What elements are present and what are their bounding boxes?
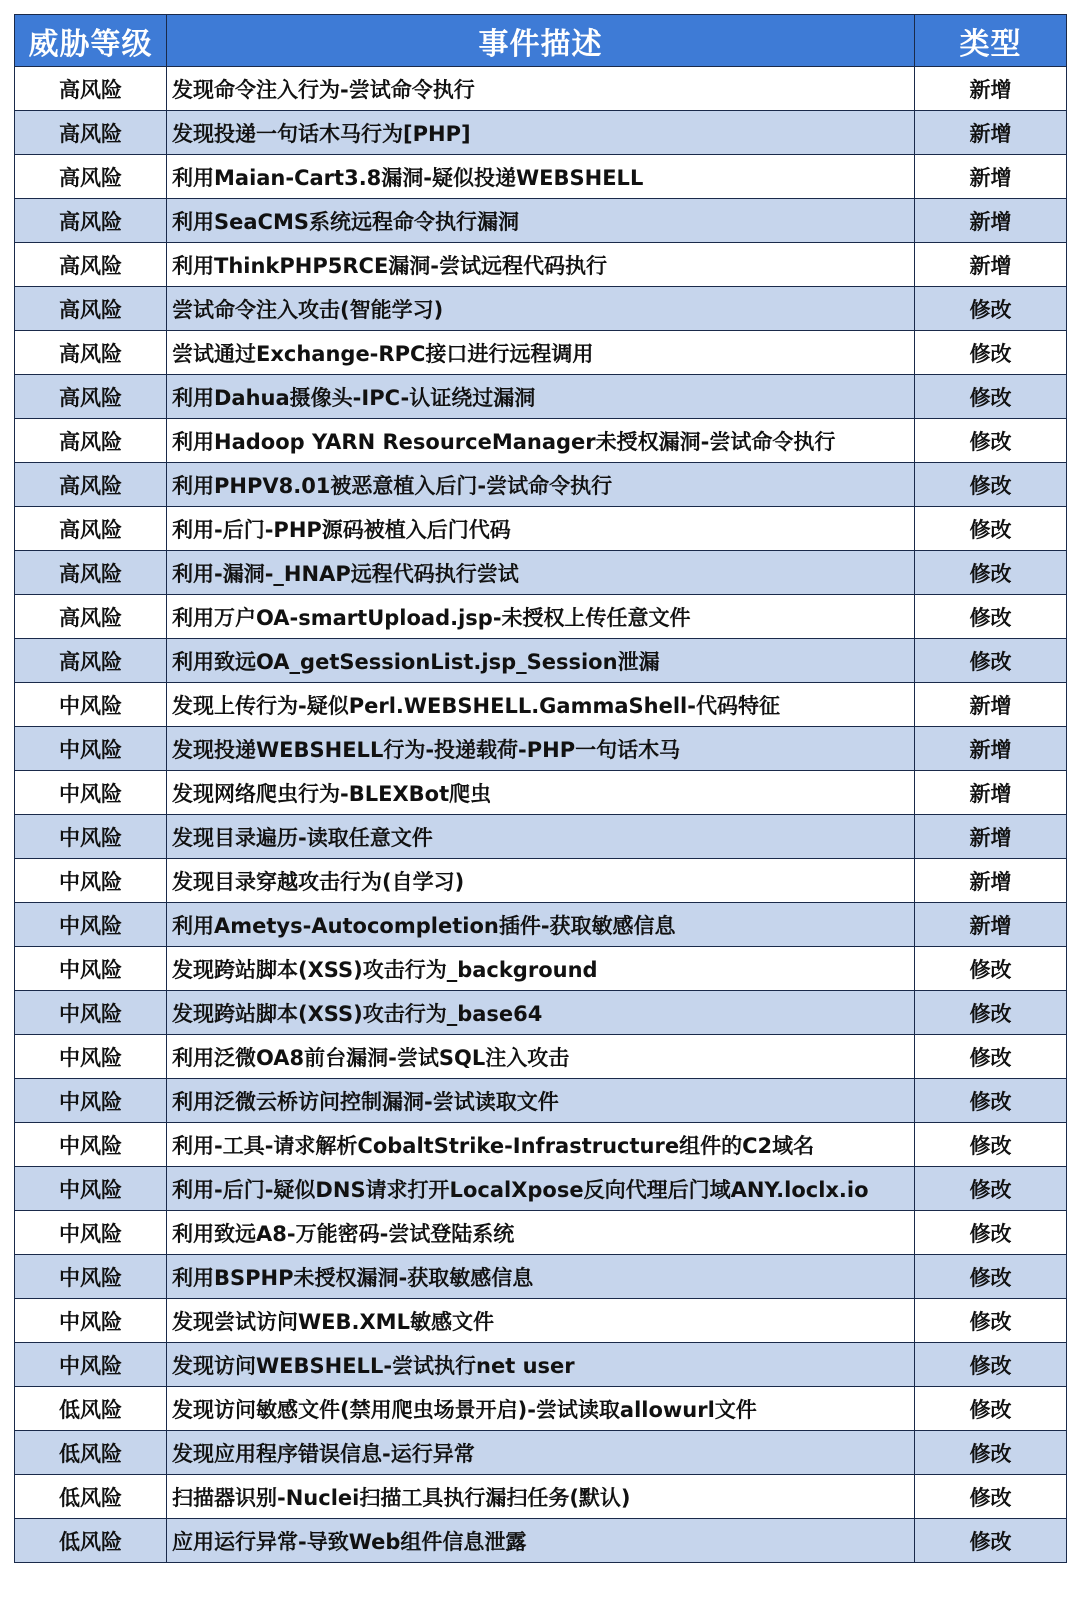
type-cell: 修改	[915, 419, 1067, 463]
type-cell: 新增	[915, 815, 1067, 859]
table-row	[15, 639, 1067, 683]
type-cell: 新增	[915, 155, 1067, 199]
event-description-cell: 利用-漏洞-_HNAP远程代码执行尝试	[167, 551, 915, 595]
threat-level-cell: 中风险	[15, 1343, 167, 1387]
threat-level-cell: 中风险	[15, 991, 167, 1035]
event-description-cell: 利用ThinkPHP5RCE漏洞-尝试远程代码执行	[167, 243, 915, 287]
type-cell: 新增	[915, 727, 1067, 771]
event-description-cell: 利用BSPHP未授权漏洞-获取敏感信息	[167, 1255, 915, 1299]
type-cell: 新增	[915, 111, 1067, 155]
event-description-cell: 利用-后门-PHP源码被植入后门代码	[167, 507, 915, 551]
event-description-cell: 发现投递WEBSHELL行为-投递载荷-PHP一句话木马	[167, 727, 915, 771]
table-row	[15, 1343, 1067, 1387]
type-cell: 新增	[915, 243, 1067, 287]
table-row	[15, 1299, 1067, 1343]
threat-level-cell: 低风险	[15, 1519, 167, 1563]
threat-level-cell: 中风险	[15, 1255, 167, 1299]
threat-level-cell: 中风险	[15, 903, 167, 947]
event-description-cell: 利用致远A8-万能密码-尝试登陆系统	[167, 1211, 915, 1255]
threat-level-cell: 高风险	[15, 199, 167, 243]
threat-level-cell: 高风险	[15, 331, 167, 375]
event-description-cell: 利用-工具-请求解析CobaltStrike-Infrastructure组件的C2域名	[167, 1123, 915, 1167]
table-row	[15, 991, 1067, 1035]
threat-level-cell: 高风险	[15, 639, 167, 683]
type-cell: 新增	[915, 771, 1067, 815]
threat-level-cell: 中风险	[15, 815, 167, 859]
table-row	[15, 595, 1067, 639]
table-row	[15, 1475, 1067, 1519]
event-description-cell: 发现访问敏感文件(禁用爬虫场景开启)-尝试读取allowurl文件	[167, 1387, 915, 1431]
event-description-cell: 利用Dahua摄像头-IPC-认证绕过漏洞	[167, 375, 915, 419]
type-cell: 修改	[915, 947, 1067, 991]
type-cell: 修改	[915, 1343, 1067, 1387]
table-row	[15, 771, 1067, 815]
type-cell: 修改	[915, 1475, 1067, 1519]
event-description-cell: 利用SeaCMS系统远程命令执行漏洞	[167, 199, 915, 243]
event-description-cell: 利用万户OA-smartUpload.jsp-未授权上传任意文件	[167, 595, 915, 639]
table-row	[15, 1431, 1067, 1475]
event-description-cell: 利用Hadoop YARN ResourceManager未授权漏洞-尝试命令执行	[167, 419, 915, 463]
table-row	[15, 243, 1067, 287]
threat-level-cell: 高风险	[15, 419, 167, 463]
type-cell: 新增	[915, 859, 1067, 903]
table-row	[15, 1035, 1067, 1079]
event-description-cell: 利用-后门-疑似DNS请求打开LocalXpose反向代理后门域ANY.loclx.io	[167, 1167, 915, 1211]
event-description-cell: 发现命令注入行为-尝试命令执行	[167, 67, 915, 111]
header-row	[15, 15, 1067, 67]
threat-level-cell: 高风险	[15, 67, 167, 111]
table-row	[15, 1255, 1067, 1299]
event-description-cell: 尝试通过Exchange-RPC接口进行远程调用	[167, 331, 915, 375]
type-cell: 修改	[915, 1299, 1067, 1343]
event-description-cell: 利用Ametys-Autocompletion插件-获取敏感信息	[167, 903, 915, 947]
threat-level-cell: 低风险	[15, 1387, 167, 1431]
type-cell: 修改	[915, 991, 1067, 1035]
type-cell: 修改	[915, 331, 1067, 375]
type-cell: 修改	[915, 507, 1067, 551]
type-cell: 新增	[915, 67, 1067, 111]
header-threat-level: 威胁等级	[15, 15, 167, 67]
table-row	[15, 375, 1067, 419]
table-row	[15, 1387, 1067, 1431]
event-description-cell: 发现投递一句话木马行为[PHP]	[167, 111, 915, 155]
type-cell: 修改	[915, 1211, 1067, 1255]
threat-level-cell: 中风险	[15, 1167, 167, 1211]
type-cell: 修改	[915, 1255, 1067, 1299]
type-cell: 修改	[915, 287, 1067, 331]
threat-level-cell: 中风险	[15, 947, 167, 991]
type-cell: 修改	[915, 1387, 1067, 1431]
type-cell: 修改	[915, 1519, 1067, 1563]
table-row	[15, 683, 1067, 727]
type-cell: 修改	[915, 375, 1067, 419]
table-row	[15, 287, 1067, 331]
event-description-cell: 发现应用程序错误信息-运行异常	[167, 1431, 915, 1475]
table-row	[15, 419, 1067, 463]
table-row	[15, 903, 1067, 947]
table-row	[15, 1211, 1067, 1255]
type-cell: 修改	[915, 463, 1067, 507]
type-cell: 新增	[915, 903, 1067, 947]
table-row	[15, 463, 1067, 507]
table-body	[15, 67, 1067, 1563]
threat-level-cell: 高风险	[15, 595, 167, 639]
type-cell: 修改	[915, 639, 1067, 683]
table-row	[15, 331, 1067, 375]
threat-level-cell: 中风险	[15, 1211, 167, 1255]
event-description-cell: 发现访问WEBSHELL-尝试执行net user	[167, 1343, 915, 1387]
table-row	[15, 859, 1067, 903]
event-description-cell: 发现网络爬虫行为-BLEXBot爬虫	[167, 771, 915, 815]
type-cell: 修改	[915, 1123, 1067, 1167]
header-event-description: 事件描述	[167, 15, 915, 67]
table-row	[15, 1519, 1067, 1563]
table-row	[15, 111, 1067, 155]
type-cell: 修改	[915, 1035, 1067, 1079]
threat-level-cell: 低风险	[15, 1431, 167, 1475]
threat-level-cell: 中风险	[15, 1299, 167, 1343]
threat-level-cell: 高风险	[15, 111, 167, 155]
threat-level-cell: 中风险	[15, 859, 167, 903]
table-row	[15, 815, 1067, 859]
table-row	[15, 1123, 1067, 1167]
threat-table	[14, 14, 1067, 1563]
event-description-cell: 发现跨站脚本(XSS)攻击行为_base64	[167, 991, 915, 1035]
table-row	[15, 67, 1067, 111]
type-cell: 新增	[915, 683, 1067, 727]
event-description-cell: 发现目录遍历-读取任意文件	[167, 815, 915, 859]
type-cell: 修改	[915, 1167, 1067, 1211]
event-description-cell: 应用运行异常-导致Web组件信息泄露	[167, 1519, 915, 1563]
threat-level-cell: 高风险	[15, 551, 167, 595]
table-row	[15, 507, 1067, 551]
event-description-cell: 利用泛微云桥访问控制漏洞-尝试读取文件	[167, 1079, 915, 1123]
threat-level-cell: 中风险	[15, 727, 167, 771]
type-cell: 修改	[915, 595, 1067, 639]
threat-table-container	[14, 14, 1066, 1563]
threat-level-cell: 中风险	[15, 771, 167, 815]
threat-level-cell: 高风险	[15, 507, 167, 551]
table-header	[15, 15, 1067, 67]
event-description-cell: 利用泛微OA8前台漏洞-尝试SQL注入攻击	[167, 1035, 915, 1079]
type-cell: 修改	[915, 1079, 1067, 1123]
type-cell: 修改	[915, 551, 1067, 595]
table-row	[15, 1167, 1067, 1211]
threat-level-cell: 高风险	[15, 287, 167, 331]
type-cell: 修改	[915, 1431, 1067, 1475]
table-row	[15, 1079, 1067, 1123]
event-description-cell: 发现目录穿越攻击行为(自学习)	[167, 859, 915, 903]
threat-level-cell: 高风险	[15, 375, 167, 419]
event-description-cell: 扫描器识别-Nuclei扫描工具执行漏扫任务(默认)	[167, 1475, 915, 1519]
event-description-cell: 发现上传行为-疑似Perl.WEBSHELL.GammaShell-代码特征	[167, 683, 915, 727]
threat-level-cell: 高风险	[15, 155, 167, 199]
type-cell: 新增	[915, 199, 1067, 243]
table-row	[15, 155, 1067, 199]
event-description-cell: 发现跨站脚本(XSS)攻击行为_background	[167, 947, 915, 991]
threat-level-cell: 高风险	[15, 463, 167, 507]
threat-level-cell: 中风险	[15, 1035, 167, 1079]
table-row	[15, 199, 1067, 243]
threat-level-cell: 低风险	[15, 1475, 167, 1519]
table-row	[15, 551, 1067, 595]
event-description-cell: 利用Maian-Cart3.8漏洞-疑似投递WEBSHELL	[167, 155, 915, 199]
event-description-cell: 尝试命令注入攻击(智能学习)	[167, 287, 915, 331]
threat-level-cell: 高风险	[15, 243, 167, 287]
header-type: 类型	[915, 15, 1067, 67]
threat-level-cell: 中风险	[15, 683, 167, 727]
event-description-cell: 利用PHPV8.01被恶意植入后门-尝试命令执行	[167, 463, 915, 507]
table-row	[15, 727, 1067, 771]
table-row	[15, 947, 1067, 991]
threat-level-cell: 中风险	[15, 1079, 167, 1123]
threat-level-cell: 中风险	[15, 1123, 167, 1167]
event-description-cell: 发现尝试访问WEB.XML敏感文件	[167, 1299, 915, 1343]
event-description-cell: 利用致远OA_getSessionList.jsp_Session泄漏	[167, 639, 915, 683]
